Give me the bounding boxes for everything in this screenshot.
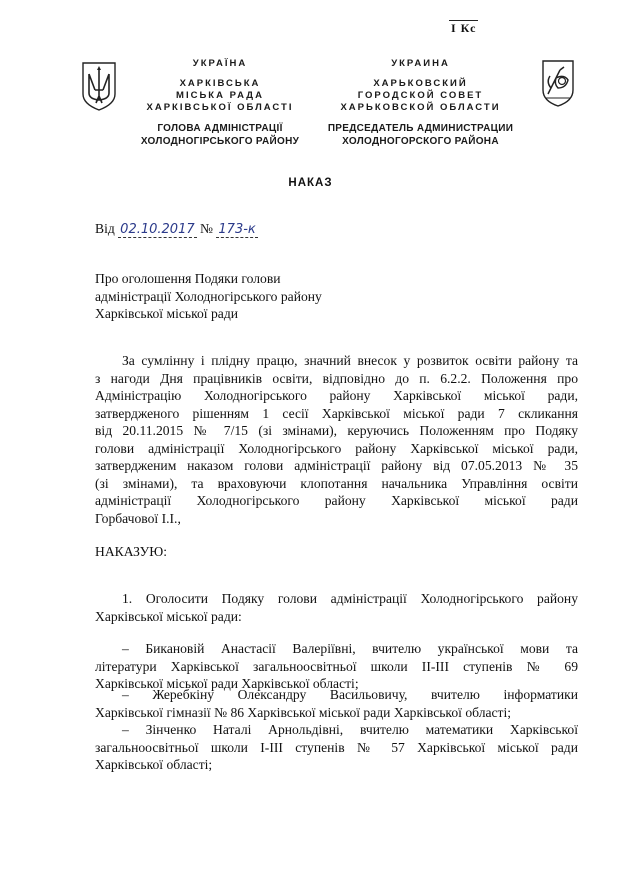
header-ru-council-3: ХАРЬКОВСКОЙ ОБЛАСТИ <box>340 102 501 113</box>
subject-line: Про оголошення Подяки голови <box>95 271 281 286</box>
preamble-line: затвердженим наказом голови адміністрації району від 07.05.2013 № 35 <box>95 458 578 473</box>
registration-stamp: І Кс <box>451 21 477 35</box>
preamble-line: Адміністрацію Холодногірського району Харківської міської ради, <box>95 388 578 403</box>
header-ru-head-2: ХОЛОДНОГОРСКОГО РАЙОНА <box>342 136 499 147</box>
number-prefix: № <box>200 221 213 236</box>
preamble-line: Горбачової І.І., <box>95 510 181 526</box>
header-ua-council-3: ХАРКІВСЬКОЇ ОБЛАСТІ <box>146 102 294 113</box>
ukraine-trident-emblem-icon <box>80 60 118 112</box>
document-subject <box>95 270 322 323</box>
header-ua-council-2: МІСЬКА РАДА <box>176 90 264 101</box>
item-line: 1. Оголосити Подяку голови адміністрації Холодногірського району <box>122 591 578 606</box>
list-item: загальноосвітньої школи І-ІІІ ступенів № 57 Харківської міської ради <box>95 739 578 755</box>
preamble-line: адміністрації Холодногірського району Харківської міської ради <box>95 493 578 508</box>
document-type: НАКАЗ <box>288 177 333 189</box>
date-value: 02.10.2017 <box>120 222 195 237</box>
preamble-line: голови адміністрації Холодногірського району Харківської міської ради, <box>95 440 578 456</box>
header-ru-council-2: ГОРОДСКОЙ СОВЕТ <box>357 90 484 101</box>
header-ua-head-2: ХОЛОДНОГІРСЬКОГО РАЙОНУ <box>140 136 300 147</box>
subject-line: Харківської міської ради <box>95 306 239 321</box>
list-item: – Бикановій Анастасії Валеріївні, вчителю української мови та <box>122 641 578 656</box>
header-ru-council-1: ХАРЬКОВСКИЙ <box>373 78 468 89</box>
list-item: – Жеребкіну Олександру Васильовичу, вчителю інформатики <box>122 687 578 702</box>
preamble-line: з нагоди Дня працівників освіти, відповідно до п. 6.2.2. Положення про <box>95 370 578 386</box>
item-line: Харківської міської ради: <box>95 608 242 624</box>
list-item: – Зінченко Наталі Арнольдівні, вчителю математики Харківської <box>122 722 578 737</box>
list-item: Харківської гімназії № 86 Харківської міської ради Харківської області; <box>95 704 512 720</box>
list-item: Харківської області; <box>95 757 213 772</box>
header-ua-council-1: ХАРКІВСЬКА <box>179 78 261 89</box>
header-ukrainian <box>130 58 310 148</box>
header-ua-head-1: ГОЛОВА АДМІНІСТРАЦІЇ <box>157 123 283 134</box>
header-ru-head-1: ПРЕДСЕДАТЕЛЬ АДМИНИСТРАЦИИ <box>327 123 514 134</box>
preamble-line: За сумлінну і плідну працю, значний внесок у розвиток освіти району та <box>122 353 578 368</box>
order-word: НАКАЗУЮ: <box>95 544 168 559</box>
preamble-line: (зі змінами), та враховуючи клопотання начальника Управління освіти <box>95 475 578 491</box>
date-number-line <box>95 220 258 239</box>
preamble-line: від 20.11.2015 № 7/15 (зі змінами), керуючись Положенням про Подяку <box>95 423 578 438</box>
kharkiv-city-emblem-icon <box>540 58 576 108</box>
header-ru-country: УКРАИНА <box>391 58 450 69</box>
header-ua-country: УКРАЇНА <box>192 58 248 69</box>
date-prefix: Від <box>95 221 115 236</box>
list-item: Харківської міської ради Харківської області; <box>95 676 359 691</box>
subject-line: адміністрації Холодногірського району <box>95 288 322 304</box>
number-value: 173-к <box>218 222 256 237</box>
header-russian <box>318 58 523 148</box>
preamble-line: затвердженого рішенням 1 сесії Харківської міської ради 7 скликання <box>95 405 578 421</box>
list-item: літератури Харківської загальноосвітньої школи ІІ-ІІІ ступенів № 69 <box>95 658 578 674</box>
